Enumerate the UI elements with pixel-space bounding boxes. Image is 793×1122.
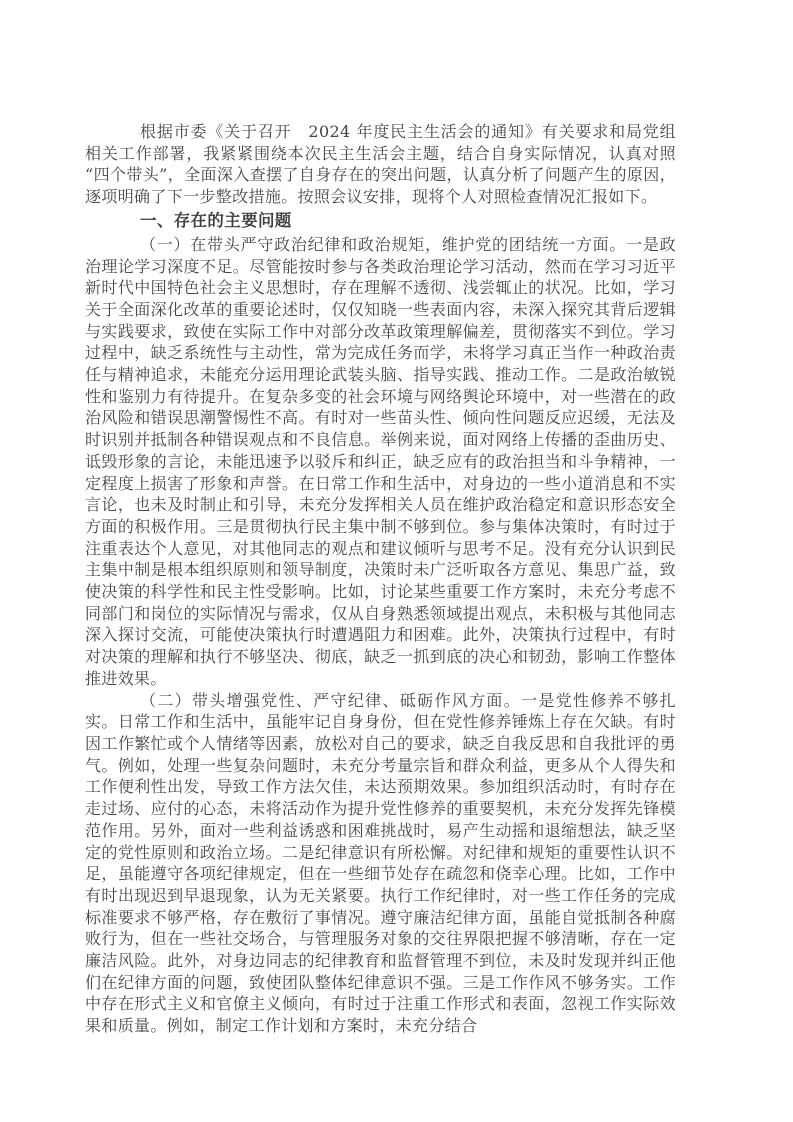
document-content — [85, 121, 676, 1037]
section-heading-main-problems: 一、存在的主要问题 — [140, 210, 292, 230]
paragraph-issue-1: （一）在带头严守政治纪律和政治规矩，维护党的团结统一方面。一是政治理论学习深度不足。尽管能按时参与各类政治理论学习活动，然而在学习习近平新时代中国特色社会主义思想时，存在理解不透彻、浅尝辄止的状况。比如，学习关于全面深化改革的重要论述时，仅仅知晓一些表面内容，未深入探究其背后逻辑与实践要求，致使在实际工作中对部分改革政策理解偏差，贯彻落实不到位。学习过程中，缺乏系统性与主动性，常为完成任务而学，未将学习真正当作一种政治责任与精神追求，未能充分运用理论武装头脑、指导实践、推动工作。二是政治敏锐性和鉴别力有待提升。在复杂多变的社会环境与网络舆论环境中，对一些潜在的政治风险和错误思潮警惕性不高。有时对一些苗头性、倾向性问题反应迟缓，无法及时识别并抵制各种错误观点和不良信息。举例来说，面对网络上传播的歪曲历史、诋毁形象的言论，未能迅速予以驳斥和纠正，缺乏应有的政治担当和斗争精神，一定程度上损害了形象和声誉。在日常工作和生活中，对身边的一些小道消息和不实言论，也未及时制止和引导，未充分发挥相关人员在维护政治稳定和意识形态安全方面的积极作用。三是贯彻执行民主集中制不够到位。参与集体决策时，有时过于注重表达个人意见，对其他同志的观点和建议倾听与思考不足。没有充分认识到民主集中制是根本组织原则和领导制度，决策时未广泛听取各方意见、集思广益，致使决策的科学性和民主性受影响。比如，讨论某些重要工作方案时，未充分考虑不同部门和岗位的实际情况与需求，仅从自身熟悉领域提出观点，未积极与其他同志深入探讨交流，可能使决策执行时遭遇阻力和困难。此外，决策执行过程中，有时对决策的理解和执行不够坚决、彻底，缺乏一抓到底的决心和韧劲，影响工作整体推进效果。 — [85, 234, 676, 688]
paragraph-issue-2: （二）带头增强党性、严守纪律、砥砺作风方面。一是党性修养不够扎实。日常工作和生活中，虽能牢记自身身份，但在党性修养锤炼上存在欠缺。有时因工作繁忙或个人情绪等因素，放松对自己的要求，缺乏自我反思和自我批评的勇气。例如，处理一些复杂问题时，未充分考量宗旨和群众利益，更多从个人得失和工作便利性出发，导致工作方法欠佳，未达预期效果。参加组织活动时，有时存在走过场、应付的心态，未将活动作为提升党性修养的重要契机，未充分发挥先锋模范作用。另外，面对一些利益诱惑和困难挑战时，易产生动摇和退缩想法，缺乏坚定的党性原则和政治立场。二是纪律意识有所松懈。对纪律和规矩的重要性认识不足，虽能遵守各项纪律规定，但在一些细节处存在疏忽和侥幸心理。比如，工作中有时出现迟到早退现象，认为无关紧要。执行工作纪律时，对一些工作任务的完成标准要求不够严格，存在敷衍了事情况。遵守廉洁纪律方面，虽能自觉抵制各种腐败行为，但在一些社交场合，与管理服务对象的交往界限把握不够清晰，存在一定廉洁风险。此外，对身边同志的纪律教育和监督管理不到位，未及时发现并纠正他们在纪律方面的问题，致使团队整体纪律意识不强。三是工作作风不够务实。工作中存在形式主义和官僚主义倾向，有时过于注重工作形式和表面，忽视工作实际效果和质量。例如，制定工作计划和方案时，未充分结合 — [85, 690, 676, 1036]
intro-paragraph: 根据市委《关于召开 2024 年度民主生活会的通知》有关要求和局党组相关工作部署，我紧紧围绕本次民主生活会主题，结合自身实际情况，认真对照“四个带头”，全面深入查摆了自身存在的突出问题，认真分析了问题产生的原因，逐项明确了下一步整改措施。按照会议安排，现将个人对照检查情况汇报如下。 — [85, 122, 676, 207]
